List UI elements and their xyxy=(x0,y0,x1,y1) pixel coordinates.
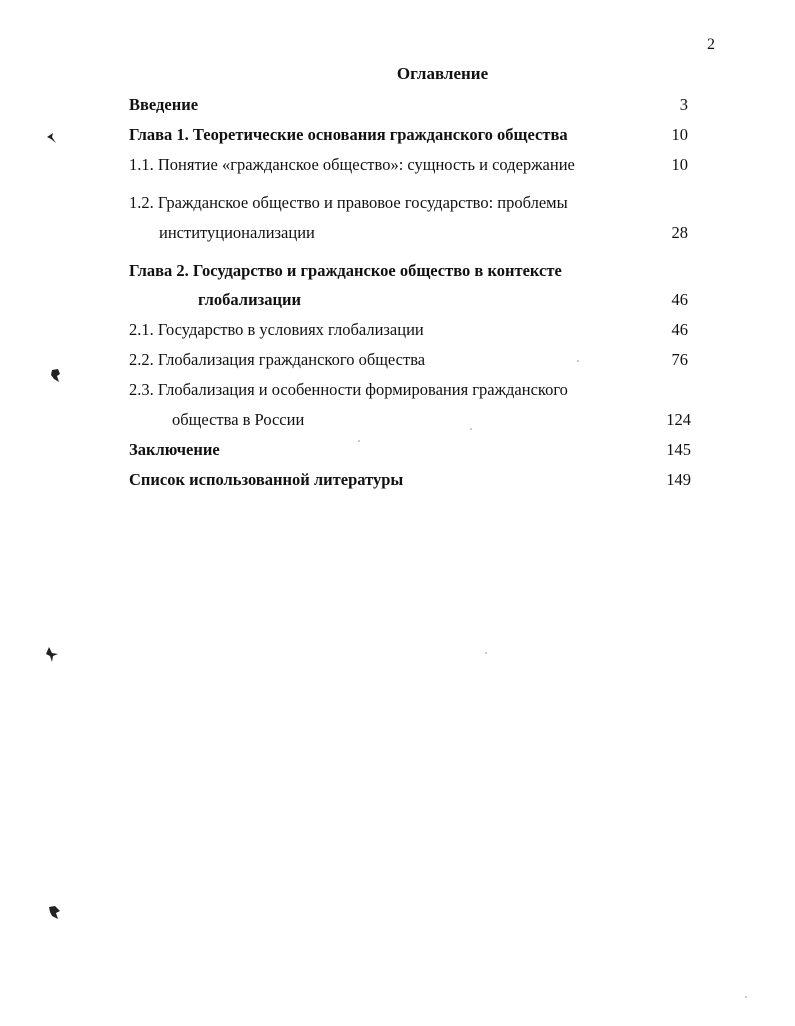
scan-speck xyxy=(470,428,472,430)
scan-speck xyxy=(577,360,579,362)
toc-entry-section-1-2-cont: институционализации xyxy=(159,223,315,242)
toc-title: Оглавление xyxy=(396,64,489,83)
toc-page-section-1-2: 28 xyxy=(671,223,688,242)
scan-mark-3 xyxy=(44,644,62,664)
toc-page-section-2-1: 46 xyxy=(671,320,688,339)
toc-entry-conclusion: Заключение xyxy=(129,440,220,459)
toc-entry-section-2-3: 2.3. Глобализация и особенности формирования гражданского xyxy=(129,380,568,399)
toc-entry-chapter-1: Глава 1. Теоретические основания гражданского общества xyxy=(129,125,568,144)
scan-mark-1 xyxy=(44,128,60,146)
scan-mark-4 xyxy=(46,902,64,922)
toc-entry-section-2-1: 2.1. Государство в условиях глобализации xyxy=(129,320,424,339)
toc-entry-introduction: Введение xyxy=(129,95,199,114)
toc-page-introduction: 3 xyxy=(679,95,688,114)
toc-entry-chapter-2-cont: глобализации xyxy=(198,290,301,309)
toc-entry-section-1-2: 1.2. Гражданское общество и правовое государство: проблемы xyxy=(129,193,568,212)
scan-speck xyxy=(485,652,487,654)
scan-mark-2 xyxy=(48,366,64,386)
toc-entry-section-2-3-cont: общества в России xyxy=(172,410,305,429)
toc-entry-chapter-2: Глава 2. Государство и гражданское общество в контексте xyxy=(129,261,562,280)
toc-entry-section-2-2: 2.2. Глобализация гражданского общества xyxy=(129,350,426,369)
toc-page-section-1-1: 10 xyxy=(671,155,688,174)
toc-page-conclusion: 145 xyxy=(666,440,691,459)
toc-page-section-2-3: 124 xyxy=(666,410,691,429)
scan-speck xyxy=(358,440,360,442)
toc-page-section-2-2: 76 xyxy=(671,350,688,369)
toc-page-chapter-1: 10 xyxy=(671,125,688,144)
toc-page-chapter-2: 46 xyxy=(671,290,688,309)
page-number: 2 xyxy=(707,36,715,53)
toc-entry-bibliography: Список использованной литературы xyxy=(129,470,404,489)
scan-speck xyxy=(745,996,747,998)
toc-page-bibliography: 149 xyxy=(666,470,691,489)
toc-entry-section-1-1: 1.1. Понятие «гражданское общество»: сущность и содержание xyxy=(129,155,575,174)
